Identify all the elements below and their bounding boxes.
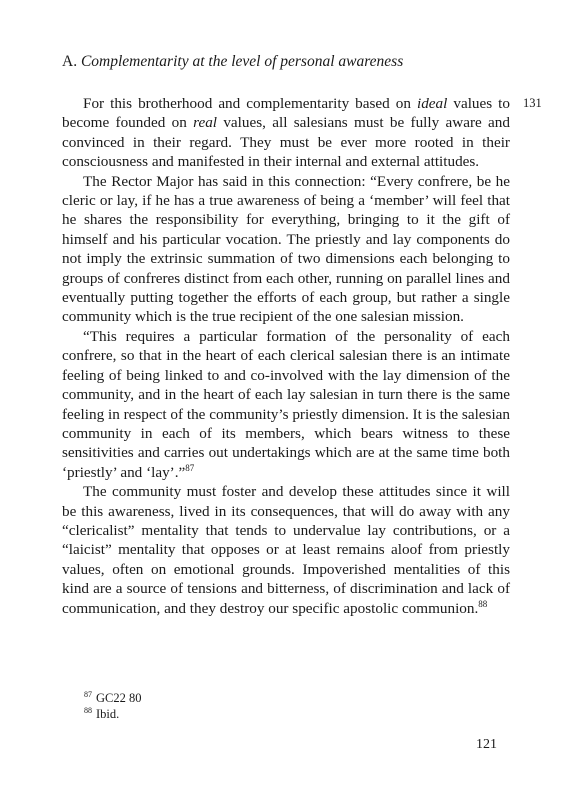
- section-title: Complementarity at the level of personal awareness: [80, 53, 404, 70]
- paragraph: [62, 94, 510, 172]
- paragraph-text: “This requires a particular formation of the personality of each confrere, so that in the heart of each clerical salesian there is an intimate feeling of being linked to and co-involved with the lay dimension of the community, and in the heart of each lay salesian in turn there is the same feeling in respect of the community’s priestly dimension. It is the salesian community in each of its members, which bears witness to these sensitivities and carries out undertakings which are at the same time both ‘priestly’ and ‘lay’.”: [62, 327, 510, 481]
- footnote: [84, 706, 384, 722]
- paragraph: [62, 172, 510, 327]
- paragraph-text: For this brotherhood and complementarity based on: [83, 95, 417, 112]
- footnote: [84, 690, 384, 706]
- page-number: 121: [476, 737, 497, 752]
- section-letter: A.: [62, 53, 78, 70]
- footnote-reference: 88: [478, 598, 488, 609]
- footnote-number: 88: [84, 705, 92, 715]
- footnotes: [84, 690, 384, 722]
- footnote-reference: 87: [185, 462, 195, 473]
- section-heading: [62, 52, 502, 72]
- marginal-number: 131: [523, 96, 542, 110]
- paragraph-text: values, all salesians must be fully aware and convinced in their regard. They must be ever more rooted in their consciousness and manifested in their internal and external attitudes.: [62, 114, 510, 171]
- paragraph-text: values to become founded on: [62, 95, 510, 132]
- body-text: [62, 94, 510, 618]
- emphasized-text: real: [193, 114, 218, 132]
- emphasized-text: ideal: [416, 95, 448, 112]
- paragraph-text: The community must foster and develop these attitudes since it will be this awareness, lived in its consequences, that will do away with any “clericalist” mentality that tends to undervalue lay contributions, or a “laicist” mentality that opposes or at least remains aloof from priestly values, often on emotional grounds. Impoverished mentalities of this kind are a source of tensions and bitterness, of discrimination and lack of communication, and they destroy our specific apostolic communion.: [62, 483, 510, 617]
- footnote-text: GC22 80: [96, 691, 142, 705]
- footnote-number: 87: [84, 689, 92, 699]
- footnote-text: Ibid.: [96, 707, 120, 721]
- paragraph-text: The Rector Major has said in this connection: “Every confrere, be he cleric or lay, if he has a true awareness of being a ‘member’ will feel that he shares the responsibility for everything, bringing to it the gift of himself and his particular vocation. The priestly and lay components do not imply the extrinsic summation of two dimensions each belonging to groups of confreres distinct from each other, running on parallel lines and eventually putting together the efforts of each group, but rather a single community which is the true recipient of the one salesian mission.: [62, 172, 510, 326]
- paragraph: [62, 482, 510, 618]
- paragraph: [62, 327, 510, 482]
